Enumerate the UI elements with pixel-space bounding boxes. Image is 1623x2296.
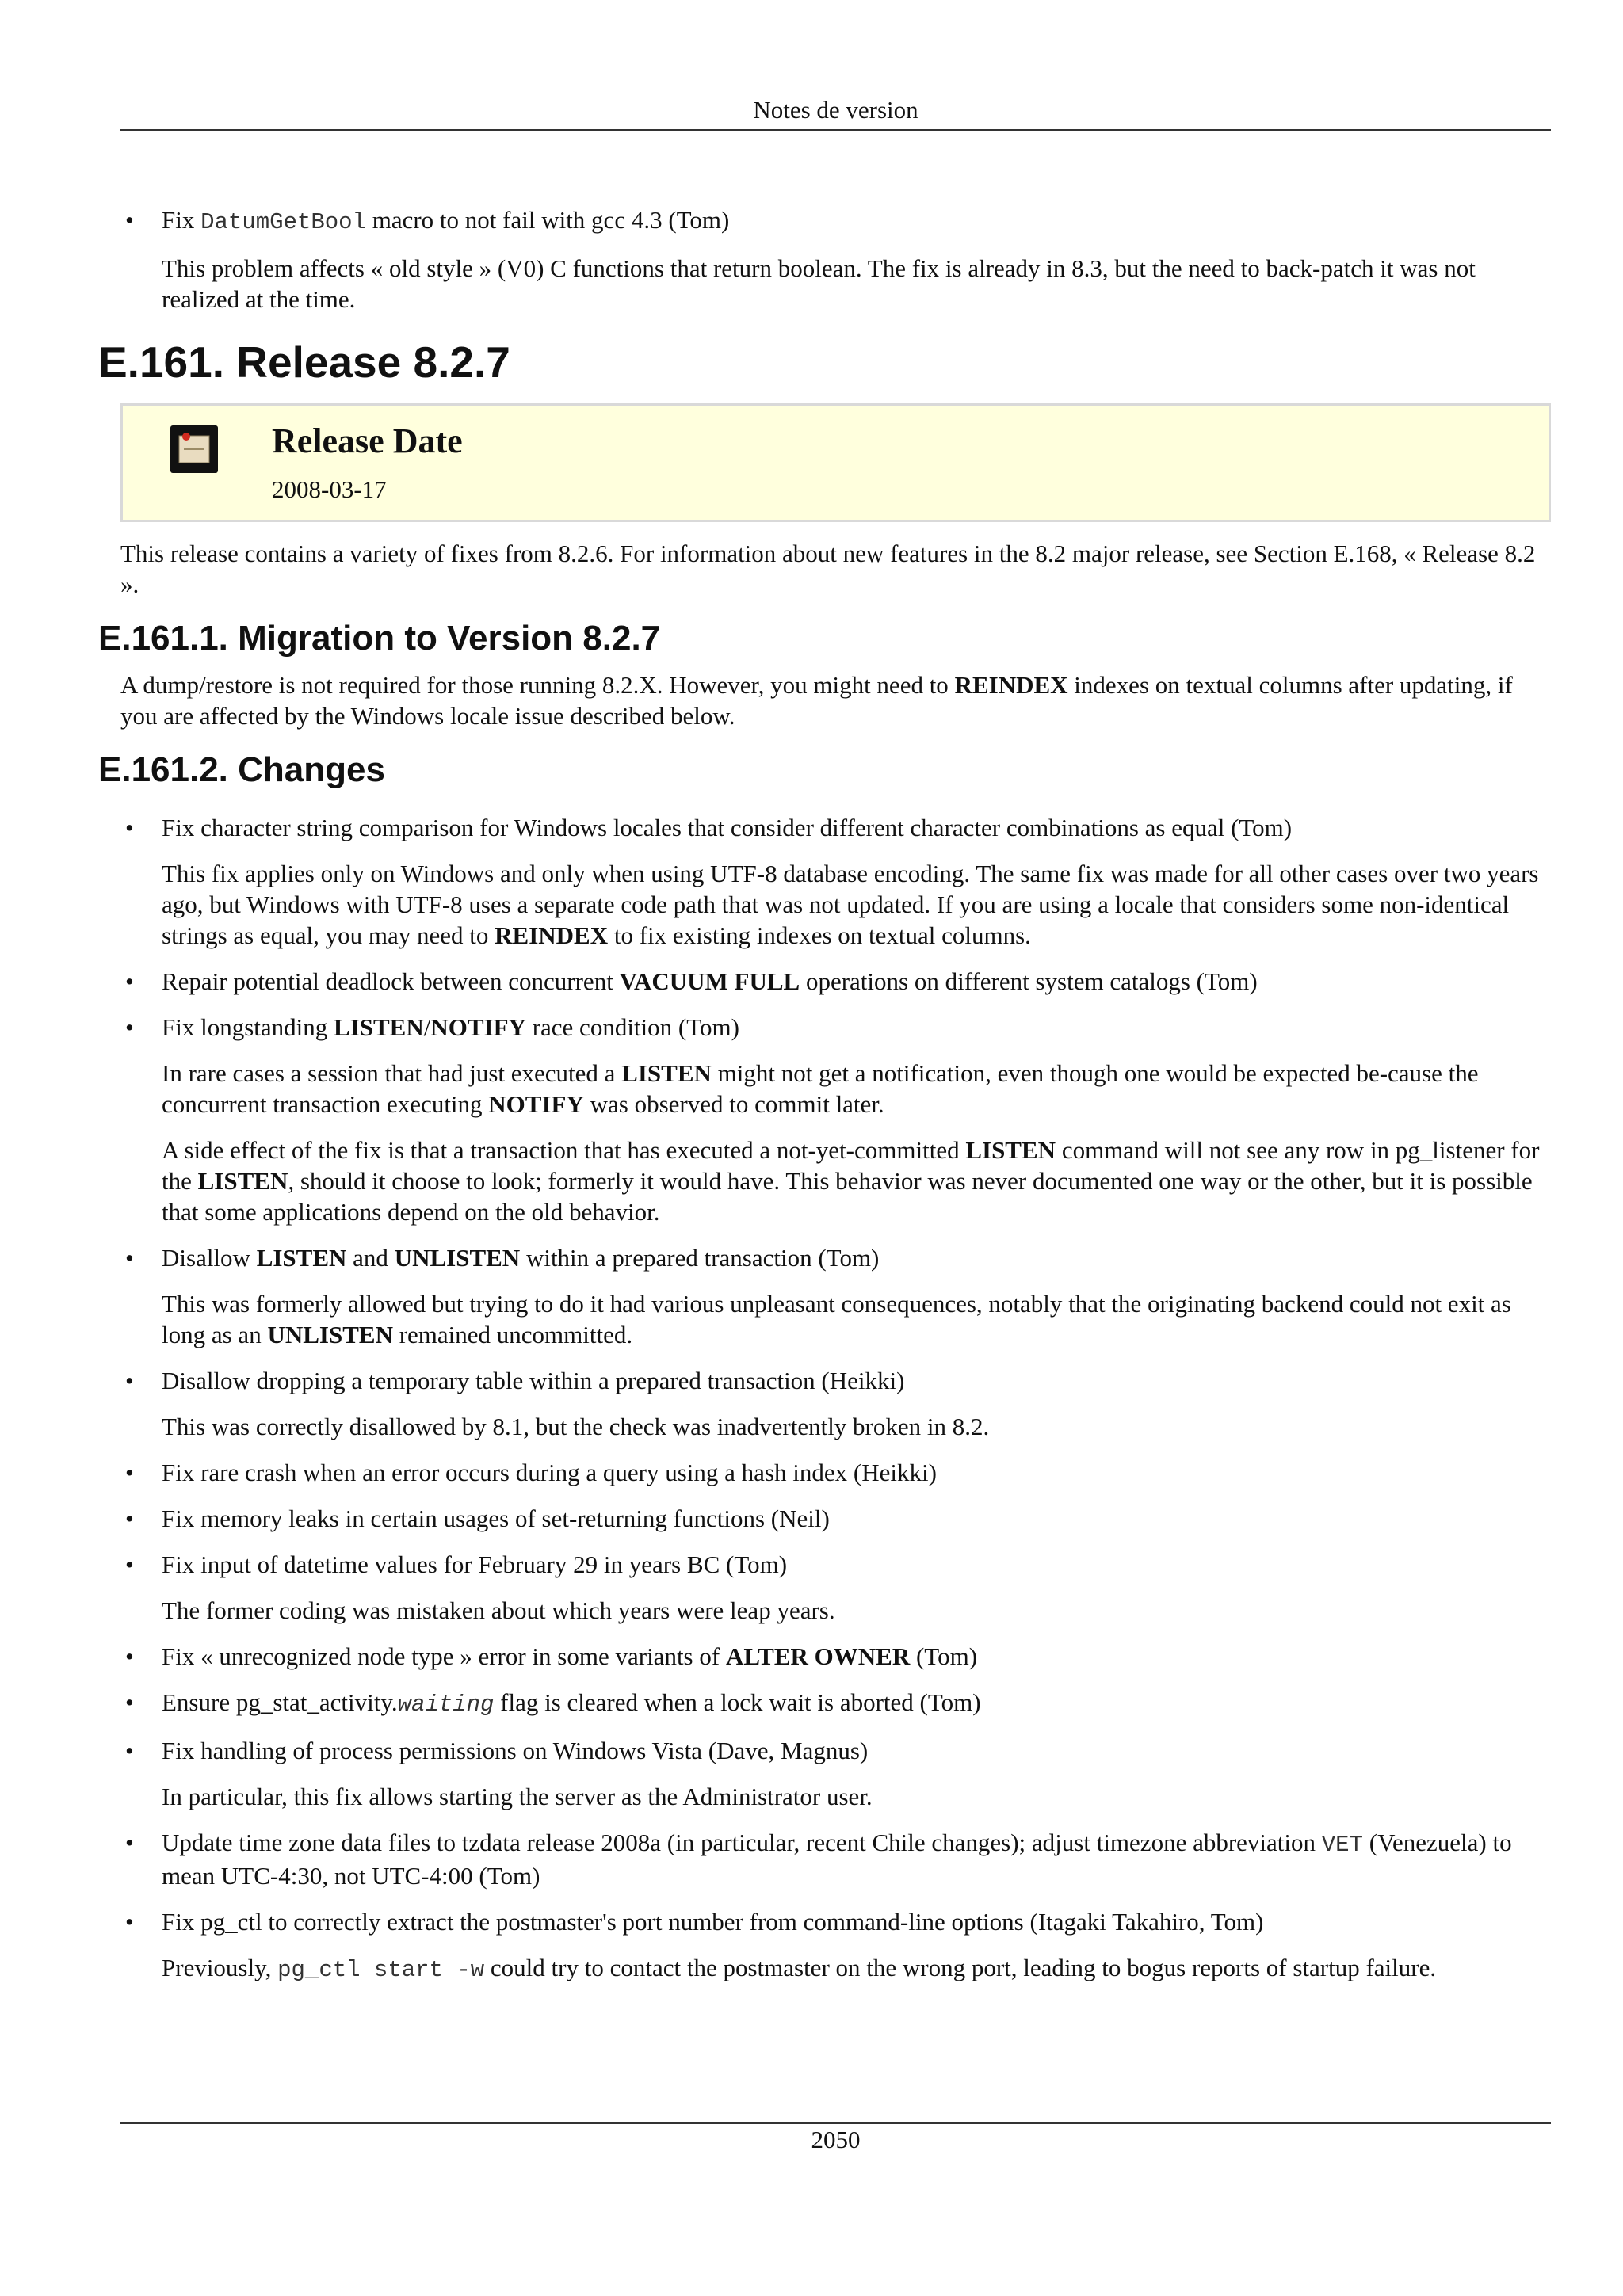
- changes-title: E.161.2. Changes: [98, 750, 385, 789]
- list-item-paragraph: [162, 1288, 1551, 1350]
- text-run: could try to contact the postmaster on the wrong port, leading to bogus reports of startup failure.: [484, 1954, 1437, 1981]
- text-run: Fix memory leaks in certain usages of set-returning functions (Neil): [162, 1505, 830, 1532]
- top-item-list: [120, 204, 1551, 315]
- text-run: This was correctly disallowed by 8.1, but the check was inadvertently broken in 8.2.: [162, 1413, 990, 1440]
- text-run: Fix longstanding: [162, 1013, 334, 1041]
- running-header: Notes de version: [753, 96, 918, 124]
- note-title: Release Date: [272, 421, 463, 460]
- bold-term: NOTIFY: [488, 1090, 584, 1118]
- bold-term: UNLISTEN: [267, 1321, 393, 1348]
- bold-term: LISTEN: [197, 1167, 288, 1195]
- migration-paragraph: [120, 669, 1551, 731]
- text-run: Fix pg_ctl to correctly extract the postmaster's port number from command-line options (Itagaki Takahiro, Tom): [162, 1908, 1264, 1936]
- bold-term: REINDEX: [954, 671, 1068, 699]
- code-literal: pg_ctl start -w: [277, 1957, 485, 1983]
- text-run: Fix handling of process permissions on Windows Vista (Dave, Magnus): [162, 1737, 869, 1764]
- text-run: might not get a notification, even though one would be expected be-cause the concurrent transaction executing: [162, 1059, 1479, 1118]
- change-list: [120, 812, 1551, 1985]
- list-item-title: [162, 1906, 1551, 1937]
- list-item-paragraph: [162, 1411, 1551, 1442]
- code-literal: DatumGetBool: [200, 209, 366, 235]
- text-run: A dump/restore is not required for those running 8.2.X. However, you might need to: [120, 671, 955, 699]
- bold-term: LISTEN: [965, 1136, 1056, 1164]
- list-item-title: [162, 1641, 1551, 1672]
- page-number: 2050: [811, 2126, 861, 2153]
- intro-paragraph: This release contains a variety of fixes from 8.2.6. For information about new features in the 8.2 major release, see Section E.168, « Release 8.2 ».: [120, 540, 1536, 598]
- text-run: A side effect of the fix is that a transaction that has executed a not-yet-committed: [162, 1136, 966, 1164]
- text-run: (Tom): [910, 1642, 978, 1670]
- text-run: was observed to commit later.: [583, 1090, 884, 1118]
- text-run: Disallow dropping a temporary table within a prepared transaction (Heikki): [162, 1367, 905, 1394]
- migration-title: E.161.1. Migration to Version 8.2.7: [98, 619, 661, 658]
- section-title: E.161. Release 8.2.7: [98, 338, 510, 387]
- list-item: [120, 1457, 1551, 1488]
- list-item-paragraph: [162, 1952, 1551, 1985]
- list-item: [120, 1687, 1551, 1720]
- list-item: [120, 1242, 1551, 1350]
- list-item-title: [162, 1827, 1551, 1891]
- list-item: [120, 1735, 1551, 1812]
- text-run: to fix existing indexes on textual columns.: [608, 921, 1031, 949]
- list-item: [120, 966, 1551, 997]
- bold-term: ALTER OWNER: [725, 1642, 911, 1670]
- bold-term: NOTIFY: [430, 1013, 526, 1041]
- bold-term: LISTEN: [621, 1059, 712, 1087]
- text-run: This problem affects « old style » (V0) C functions that return boolean. The fix is already in 8.3, but the need to back-patch it was not realized at the time.: [162, 254, 1476, 313]
- text-run: Fix character string comparison for Windows locales that consider different character combinations as equal (Tom): [162, 814, 1293, 841]
- text-run: Repair potential deadlock between concurrent: [162, 967, 620, 995]
- release-date: 2008-03-17: [272, 475, 387, 503]
- list-item: [120, 1012, 1551, 1227]
- text-run: Disallow: [162, 1244, 257, 1272]
- list-item: [120, 1641, 1551, 1672]
- list-item-paragraph: [162, 858, 1551, 951]
- text-run: and: [346, 1244, 395, 1272]
- text-run: race condition (Tom): [525, 1013, 739, 1041]
- bold-term: REINDEX: [495, 921, 609, 949]
- list-item-paragraph: [162, 253, 1551, 315]
- text-run: Previously,: [162, 1954, 278, 1981]
- list-item-paragraph: [162, 1135, 1551, 1227]
- list-item: [120, 812, 1551, 951]
- list-item-paragraph: [162, 1058, 1551, 1119]
- list-item: [120, 204, 1551, 315]
- text-run: operations on different system catalogs (Tom): [800, 967, 1258, 995]
- bold-term: LISTEN: [256, 1244, 347, 1272]
- list-item-paragraph: [162, 1595, 1551, 1626]
- list-item-title: [162, 966, 1551, 997]
- text-run: Fix: [162, 206, 201, 234]
- text-run: This fix applies only on Windows and only when using UTF-8 database encoding. The same fix was made for all other cases over two years ago, but Windows with UTF-8 uses a separate code path that was not updated. If you are using a locale that considers some non-identical strings as equal, you may need to: [162, 860, 1539, 949]
- list-item-paragraph: [162, 1781, 1551, 1812]
- release-date-note: [120, 403, 1551, 522]
- list-item: [120, 1365, 1551, 1442]
- list-item-title: [162, 1242, 1551, 1273]
- list-item-title: [162, 1457, 1551, 1488]
- list-item: [120, 1503, 1551, 1534]
- text-run: , should it choose to look; formerly it would have. This behavior was never documented one way or the other, but it is possible that some applications depend on the old behavior.: [162, 1167, 1533, 1226]
- text-run: flag is cleared when a lock wait is aborted (Tom): [494, 1688, 981, 1716]
- text-run: Fix input of datetime values for February 29 in years BC (Tom): [162, 1550, 788, 1578]
- note-icon: [170, 425, 218, 473]
- list-item-title: [162, 1549, 1551, 1580]
- list-item: [120, 1549, 1551, 1626]
- bold-term: VACUUM FULL: [619, 967, 800, 995]
- list-item-title: [162, 1687, 1551, 1720]
- list-item-title: [162, 1503, 1551, 1534]
- text-run: (Venezuela) to mean UTC-4:30, not UTC-4:00 (Tom): [162, 1829, 1512, 1890]
- list-item-title: [162, 1012, 1551, 1043]
- text-run: within a prepared transaction (Tom): [520, 1244, 880, 1272]
- text-run: macro to not fail with gcc 4.3 (Tom): [365, 206, 730, 234]
- list-item-title: [162, 1365, 1551, 1396]
- text-run: Update time zone data files to tzdata release 2008a (in particular, recent Chile changes); adjust timezone abbreviation: [162, 1829, 1322, 1856]
- text-run: command will not see any row in pg_listener for the: [162, 1136, 1540, 1195]
- text-run: In rare cases a session that had just executed a: [162, 1059, 622, 1087]
- page-content: [98, 204, 1551, 2000]
- text-run: This was formerly allowed but trying to do it had various unpleasant consequences, notably that the originating backend could not exit as long as an: [162, 1290, 1511, 1348]
- text-run: Ensure pg_stat_activity.: [162, 1688, 398, 1716]
- code-literal: VET: [1321, 1832, 1363, 1858]
- header-rule: [120, 129, 1551, 131]
- list-item-title: [162, 812, 1551, 843]
- text-run: In particular, this fix allows starting the server as the Administrator user.: [162, 1783, 873, 1810]
- text-run: indexes on textual columns after updating, if you are affected by the Windows locale issue described below.: [120, 671, 1513, 730]
- text-run: Fix rare crash when an error occurs during a query using a hash index (Heikki): [162, 1459, 937, 1486]
- list-item-title: [162, 204, 1551, 238]
- text-run: Fix « unrecognized node type » error in some variants of: [162, 1642, 726, 1670]
- text-run: remained uncommitted.: [392, 1321, 633, 1348]
- list-item-title: [162, 1735, 1551, 1766]
- list-item: [120, 1906, 1551, 1985]
- code-field-name: waiting: [397, 1691, 495, 1718]
- bold-term: LISTEN: [334, 1013, 424, 1041]
- bold-term: UNLISTEN: [394, 1244, 521, 1272]
- list-item: [120, 1827, 1551, 1891]
- text-run: The former coding was mistaken about which years were leap years.: [162, 1596, 835, 1624]
- text-run: /: [423, 1013, 431, 1041]
